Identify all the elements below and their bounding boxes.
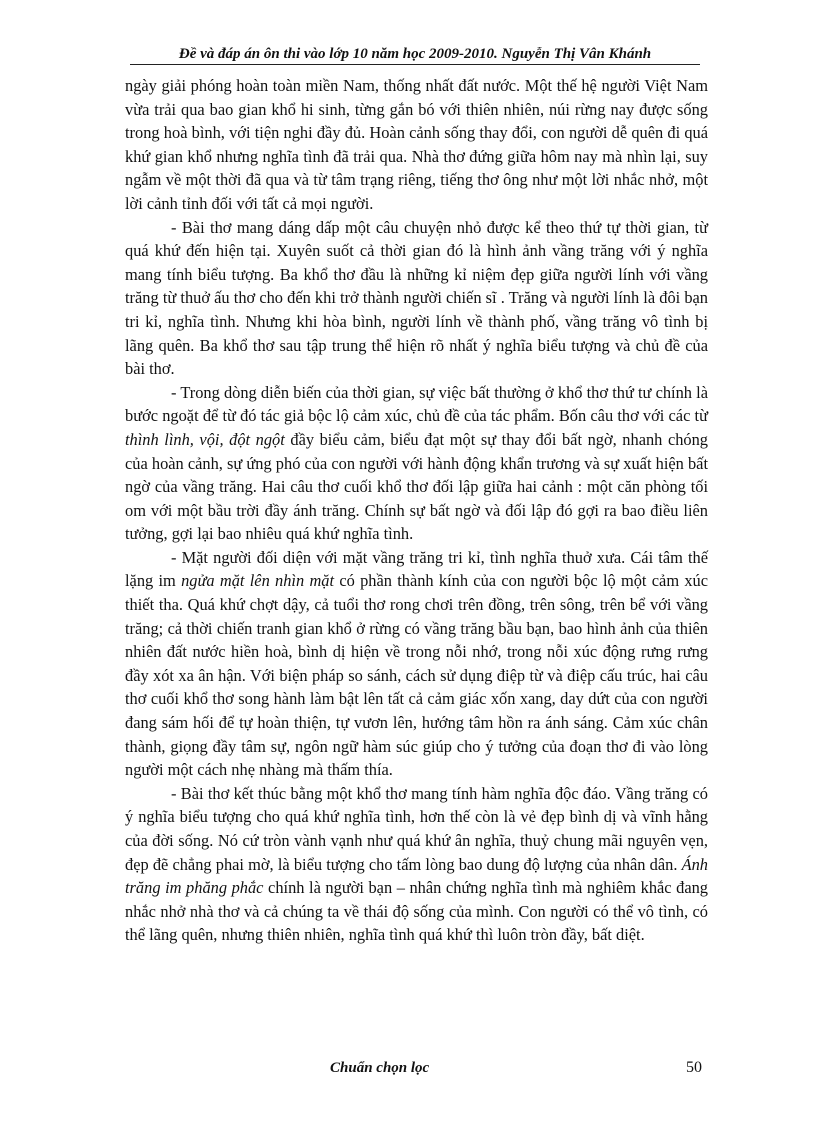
text-run: đầy biểu cảm, biểu đạt một sự thay đổi bất ngờ, nhanh chóng của hoàn cảnh, sự ứng phó của con người với hành động khẩn trương và sự xuất hiện bất ngờ của vầng trăng. Hai câu thơ cuối khổ thơ đối lập giữa hai cảnh : một căn phòng tối om với một bầu trời đầy ánh trăng. Chính sự bất ngờ và đối lập đó gợi ra bao điều liên tưởng, gợi lại bao nhiêu quá khứ nghĩa tình. — [125, 429, 708, 544]
text-run: chính là người bạn – nhân chứng nghĩa tình mà nghiêm khắc đang nhắc nhở nhà thơ và cả chúng ta về thái độ sống của mình. Con người có thể vô tình, có thể lãng quên, nhưng thiên nhiên, nghĩa tình quá khứ thì luôn tròn đầy, bất diệt. — [125, 878, 708, 945]
italic-phrase: thình lình, vội, đột ngột — [125, 429, 285, 449]
document-body — [125, 74, 708, 947]
paragraph-5 — [125, 782, 708, 947]
page-number: 50 — [686, 1059, 702, 1076]
footer-label: Chuẩn chọn lọc — [330, 1060, 430, 1076]
italic-phrase: Ánh trăng im phăng phắc — [125, 854, 708, 898]
italic-phrase: ngửa mặt lên nhìn mặt — [181, 571, 335, 591]
text-run: ngày giải phóng hoàn toàn miền Nam, thống nhất đất nước. Một thế hệ người Việt Nam vừa trải qua bao gian khổ hi sinh, từng gắn bó với thiên nhiên, núi rừng nay được sống trong hoà bình, với tiện nghi đầy đủ. Hoàn cảnh sống thay đổi, con người dễ quên đi quá khứ gian khổ nhưng nghĩa tình đã trải qua. Nhà thơ đứng giữa hôm nay mà nhìn lại, suy ngẫm về một thời đã qua và từ tâm trạng riêng, tiếng thơ ông như một lời nhắc nhở, một lời cảnh tỉnh đối với tất cả mọi người. — [125, 76, 708, 213]
text-run: - Trong dòng diễn biến của thời gian, sự việc bất thường ở khổ thơ thứ tư chính là bước ngoặt để từ đó tác giả bộc lộ cảm xúc, chủ đề của tác phẩm. Bốn câu thơ với các từ — [125, 382, 708, 426]
text-run: - Mặt người đối diện với mặt vầng trăng tri kỉ, tình nghĩa thuở xưa. Cái tâm thế lặng im — [125, 547, 708, 591]
paragraph-2 — [125, 216, 708, 381]
paragraph-3 — [125, 381, 708, 546]
text-run: - Bài thơ kết thúc bằng một khổ thơ mang tính hàm nghĩa độc đáo. Vầng trăng có ý nghĩa biểu tượng cho quá khứ nghĩa tình, hơn thế còn là vẻ đẹp bình dị và vĩnh hằng của đời sống. Nó cứ tròn vành vạnh như quá khứ ân nghĩa, thuỷ chung mãi nguyên vẹn, đẹp đẽ chẳng phai mờ, là biểu tượng cho tấm lòng bao dung độ lượng của nhân dân. — [125, 783, 708, 874]
paragraph-1 — [125, 74, 708, 216]
page-header: Đề và đáp án ôn thi vào lớp 10 năm học 2009-2010. Nguyễn Thị Vân Khánh — [130, 44, 700, 65]
paragraph-4 — [125, 546, 708, 782]
text-run: - Bài thơ mang dáng dấp một câu chuyện nhỏ được kể theo thứ tự thời gian, từ quá khứ đến hiện tại. Xuyên suốt cả thời gian đó là hình ảnh vầng trăng với ý nghĩa mang tính biểu tượng. Ba khổ thơ đầu là những kỉ niệm đẹp giữa người lính với vầng trăng từ thuở ấu thơ cho đến khi trở thành người chiến sĩ . Trăng và người lính là đôi bạn tri kỉ, nghĩa tình. Nhưng khi hòa bình, người lính về thành phố, vầng trăng vô tình bị lãng quên. Ba khổ thơ sau tập trung thể hiện rõ nhất ý nghĩa biểu tượng và chủ đề của bài thơ. — [125, 217, 708, 379]
text-run: có phần thành kính của con người bộc lộ một cảm xúc thiết tha. Quá khứ chợt dậy, cả tuổi thơ rong chơi trên đồng, trên sông, trên bể với vầng trăng; cả thời chiến tranh gian khổ ở rừng có vầng trăng bầu bạn, bao hình ảnh của thiên nhiên đất nước hiền hoà, bình dị hiện về trong nỗi nhớ, trong nỗi xúc động rưng rưng đầy xót xa ân hận. Với biện pháp so sánh, cách sử dụng điệp từ và điệp cấu trúc, hai câu thơ cuối khổ thơ song hành làm bật lên tất cả cảm giác xốn xang, day dứt của con người đang sám hối để tự hoàn thiện, tự vươn lên, hướng tâm hồn ra ánh sáng. Cảm xúc chân thành, giọng đầy tâm sự, ngôn ngữ hàm súc giúp cho ý tưởng của đoạn thơ đi vào lòng người một cách nhẹ nhàng mà thấm thía. — [125, 571, 709, 780]
